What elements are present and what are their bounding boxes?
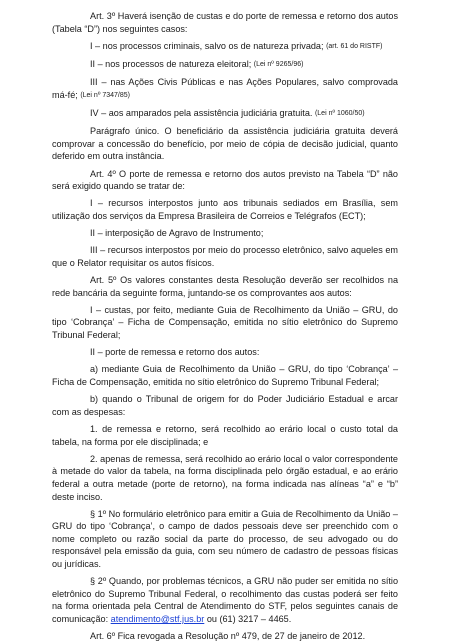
support-email-link[interactable]: atendimento@stf.jus.br (110, 614, 205, 625)
art5-item-ii-b2: 2. apenas de remessa, será recolhido ao erário local o valor correspondente à metade do valor da tabela, na forma disciplinada pelo órgão estadual, e ao erário federal a outra metade (porte de retorno), na forma indicada nas alíneas “a” e “b” deste inciso. (52, 453, 398, 502)
art3-paragraph: Art. 3º Haverá isenção de custas e do porte de remessa e retorno dos autos (Tabela “D”) nos seguintes casos: (52, 11, 398, 34)
art5-item-ii-a: a) mediante Guia de Recolhimento da União – GRU, do tipo ‘Cobrança’ – Ficha de Compensação, emitida no sítio eletrônico do Supremo Tribunal Federal; (52, 364, 398, 387)
art5-paragraph: Art. 5º Os valores constantes desta Resolução deverão ser recolhidos na rede bancária da seguinte forma, juntando-se os comprovantes aos autos: (52, 275, 398, 298)
art3-item-ii-text: II – nos processos de natureza eleitoral; (90, 58, 252, 69)
art5-paragraph-2-tail: ou (61) 3217 – 4465. (206, 614, 292, 625)
art5-paragraph-2 (52, 575, 398, 625)
art3-paragrafo-unico: Parágrafo único. O beneficiário da assistência judiciária gratuita deverá comprovar a concessão do benefício, por meio de cópia de decisão judicial, quanto deferido em outra instância. (52, 126, 398, 162)
art5-paragraph-2-text: § 2º Quando, por problemas técnicos, a GRU não puder ser emitida no sítio eletrônico do Supremo Tribunal Federal, o recolhimento das custas poderá ser feito na forma orientada pela Central de Atendimento do STF, pelos seguintes canais de comunicação: (52, 576, 398, 625)
art3-item-i-ref: (art. 61 do RISTF) (326, 42, 383, 50)
art3-item-iii-text: III – nas Ações Civis Públicas e nas Ações Populares, salvo comprovada má-fé; (52, 77, 398, 100)
art6-paragraph: Art. 6º Fica revogada a Resolução nº 479, de 27 de janeiro de 2012. (90, 631, 366, 642)
art4-item-i: I – recursos interpostos junto aos tribunais sediados em Brasília, sem utilização dos serviços da Empresa Brasileira de Correios e Telégrafos (ECT); (52, 198, 398, 221)
art4-item-ii: II – interposição de Agravo de Instrumento; (90, 228, 264, 239)
art5-item-ii-b1: 1. de remessa e retorno, será recolhido ao erário local o custo total da tabela, na forma por ele disciplinada; e (52, 423, 398, 447)
art5-paragraph-1: § 1º No formulário eletrônico para emitir a Guia de Recolhimento da União – GRU do tipo ‘Cobrança’, o campo de dados pessoais deve ser preenchido com o nome completo ou razão social da parte do processo, de seu advogado ou do responsável pela emissão da guia, com seu número de cadastro de pessoas físicas ou jurídicas. (52, 508, 398, 570)
art3-item-iv-ref: (Lei nº 1060/50) (314, 109, 365, 117)
art3-item-iv-text: IV – aos amparados pela assistência judiciária gratuita. (90, 107, 313, 118)
art3-item-iv (52, 107, 398, 121)
art5-item-ii-b: b) quando o Tribunal de origem for do Poder Judiciário Estadual e arcar com as despesas: (52, 394, 398, 417)
art3-item-ii (52, 58, 398, 72)
art4-paragraph: Art. 4º O porte de remessa e retorno dos autos previsto na Tabela “D” não será exigido quando se tratar de: (52, 168, 398, 192)
art3-item-ii-ref: (Lei nº 9265/96) (253, 60, 304, 68)
art3-item-iii (52, 76, 398, 102)
art3-item-i (52, 40, 398, 54)
art5-item-ii: II – porte de remessa e retorno dos autos: (90, 347, 260, 358)
art4-item-iii: III – recursos interpostos por meio do processo eletrônico, salvo aqueles em que o Relator requisitar os autos físicos. (52, 245, 398, 268)
art3-item-iii-ref: (Lei nº 7347/85) (80, 91, 130, 99)
art3-item-i-text: I – nos processos criminais, salvo os de natureza privada; (90, 40, 324, 51)
art5-item-i: I – custas, por feito, mediante Guia de Recolhimento da União – GRU, do tipo ‘Cobrança’ – Ficha de Compensação, emitida no sítio eletrônico do Supremo Tribunal Federal; (52, 304, 398, 340)
